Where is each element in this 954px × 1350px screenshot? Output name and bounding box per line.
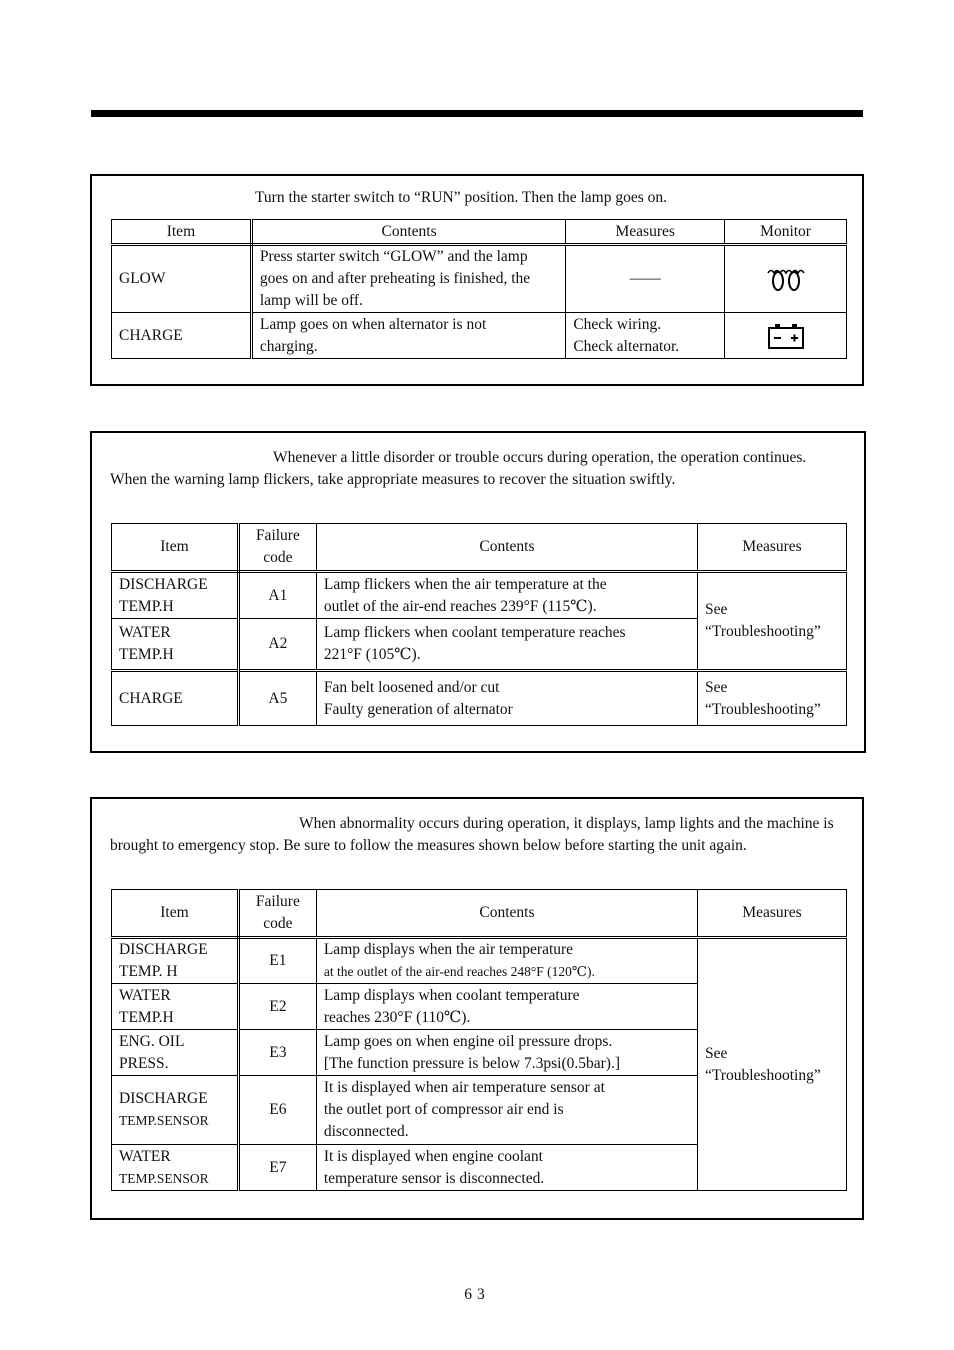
row-item-line: TEMP.H (119, 1008, 174, 1026)
battery-icon (725, 313, 847, 359)
row-contents-line: outlet of the air-end reaches 239°F (115℃). (323, 597, 597, 615)
row-item-line: PRESS. (119, 1054, 169, 1072)
row-contents (316, 671, 697, 726)
row-contents-line: Lamp goes on when engine oil pressure drops. (323, 1032, 613, 1050)
row-contents-line: It is displayed when air temperature sensor at (323, 1079, 605, 1096)
glow-plug-icon (725, 245, 847, 313)
col-header-failure-code (238, 890, 316, 938)
col-header-contents: Contents (251, 220, 565, 245)
row-measures: ―― (566, 245, 725, 313)
col-header-measures: Measures (566, 220, 725, 245)
row-item: CHARGE (112, 671, 239, 726)
table-row (112, 245, 847, 313)
row-item (112, 572, 239, 619)
col-header-item: Item (112, 890, 239, 938)
header-rule (91, 110, 863, 117)
row-contents (316, 619, 697, 671)
row-measures-line: Check alternator. (573, 337, 680, 355)
row-contents (316, 984, 697, 1030)
col-header-contents: Contents (316, 524, 697, 572)
row-item: CHARGE (112, 313, 252, 359)
row-contents: Press starter switch “GLOW” and the lamp goes on and after preheating is finished, the lamp will be off. (251, 245, 565, 313)
col-header-line: Failure (255, 527, 300, 544)
row-item (112, 984, 239, 1030)
emergency-intro: When abnormality occurs during operation, it displays, lamp lights and the machine is brought to emergency stop. Be sure to follow the measures shown below before starting the unit again. (110, 815, 834, 854)
row-item (112, 1076, 239, 1145)
row-contents-line: temperature sensor is disconnected. (323, 1169, 545, 1187)
col-header-line: Failure (255, 893, 300, 910)
row-code: E2 (238, 984, 316, 1030)
row-contents-line: 221°F (105℃). (323, 646, 421, 663)
row-item-line: WATER (119, 624, 171, 641)
row-code: E3 (238, 1030, 316, 1076)
measures-line: “Troubleshooting” (705, 1066, 821, 1084)
row-measures (698, 572, 847, 671)
row-contents (316, 572, 697, 619)
row-contents-line: Lamp goes on when alternator is not (259, 315, 487, 333)
row-item-line: DISCHARGE (119, 575, 208, 593)
row-item (112, 1145, 239, 1191)
table-row (112, 572, 847, 619)
col-header-measures: Measures (698, 524, 847, 572)
warning-table (111, 523, 847, 726)
warning-intro: Whenever a little disorder or trouble occurs during operation, the operation continues. When the warning lamp flickers, take appropriate measures to recover the situation swiftly. (110, 449, 807, 488)
measures-line: “Troubleshooting” (705, 623, 821, 640)
row-measures (698, 938, 847, 1191)
row-contents-line: Lamp displays when the air temperature (323, 941, 574, 958)
row-contents-line: Lamp flickers when the air temperature at the (323, 575, 607, 593)
row-item-line: TEMP.H (119, 597, 174, 615)
row-code: E1 (238, 938, 316, 984)
row-item-line: WATER (119, 986, 171, 1004)
row-item-line: DISCHARGE (119, 1090, 208, 1107)
page-number: 63 (464, 1286, 490, 1303)
row-code: E7 (238, 1145, 316, 1191)
row-item-line: TEMP.H (119, 646, 174, 663)
row-item-line: TEMP.SENSOR (119, 1170, 209, 1186)
row-code: A2 (238, 619, 316, 671)
col-header-measures: Measures (698, 890, 847, 938)
row-contents-line: at the outlet of the air-end reaches 248°F (120℃). (323, 964, 595, 979)
col-header-line: code (263, 549, 293, 566)
row-contents-line: disconnected. (323, 1123, 409, 1140)
monitor-lamps-intro: Turn the starter switch to “RUN” position. Then the lamp goes on. (255, 189, 667, 206)
row-item-line: WATER (119, 1147, 171, 1165)
emergency-stop-section (90, 797, 864, 1220)
monitor-lamps-section (90, 174, 864, 386)
row-item-line: ENG. OIL (119, 1032, 185, 1050)
emergency-table (111, 889, 847, 1191)
table-row (112, 671, 847, 726)
row-contents-line: the outlet port of compressor air end is (323, 1101, 564, 1118)
monitor-lamps-table (111, 219, 847, 359)
row-contents (251, 313, 565, 359)
warning-section (90, 431, 866, 753)
measures-line: See (705, 1044, 728, 1062)
row-contents-line: Fan belt loosened and/or cut (323, 678, 500, 696)
row-code: A1 (238, 572, 316, 619)
col-header-failure-code (238, 524, 316, 572)
col-header-item: Item (112, 220, 252, 245)
row-contents-line: [The function pressure is below 7.3psi(0.5bar).] (323, 1054, 620, 1072)
row-contents (316, 1076, 697, 1145)
row-item (112, 1030, 239, 1076)
row-item-line: DISCHARGE (119, 941, 208, 958)
row-code: E6 (238, 1076, 316, 1145)
col-header-monitor: Monitor (725, 220, 847, 245)
row-item: GLOW (112, 245, 252, 313)
col-header-item: Item (112, 524, 239, 572)
row-contents (316, 1030, 697, 1076)
table-row (112, 938, 847, 984)
row-contents-line: Faulty generation of alternator (323, 700, 513, 718)
row-item-line: TEMP. H (119, 963, 178, 980)
row-contents-line: Lamp displays when coolant temperature (323, 986, 580, 1004)
row-measures (698, 671, 847, 726)
measures-line: See (705, 678, 728, 696)
table-row (112, 313, 847, 359)
row-item (112, 619, 239, 671)
col-header-contents: Contents (316, 890, 697, 938)
row-contents-line: reaches 230°F (110℃). (323, 1008, 471, 1026)
row-contents-line: charging. (259, 337, 318, 355)
col-header-line: code (263, 915, 293, 932)
row-measures-line: Check wiring. (573, 315, 662, 333)
row-contents-line: It is displayed when engine coolant (323, 1147, 543, 1165)
row-item (112, 938, 239, 984)
row-item-line: TEMP.SENSOR (119, 1113, 209, 1128)
row-measures (566, 313, 725, 359)
row-contents (316, 938, 697, 984)
row-code: A5 (238, 671, 316, 726)
measures-line: “Troubleshooting” (705, 700, 821, 718)
measures-line: See (705, 601, 728, 618)
row-contents (316, 1145, 697, 1191)
row-contents-line: Lamp flickers when coolant temperature reaches (323, 624, 626, 641)
